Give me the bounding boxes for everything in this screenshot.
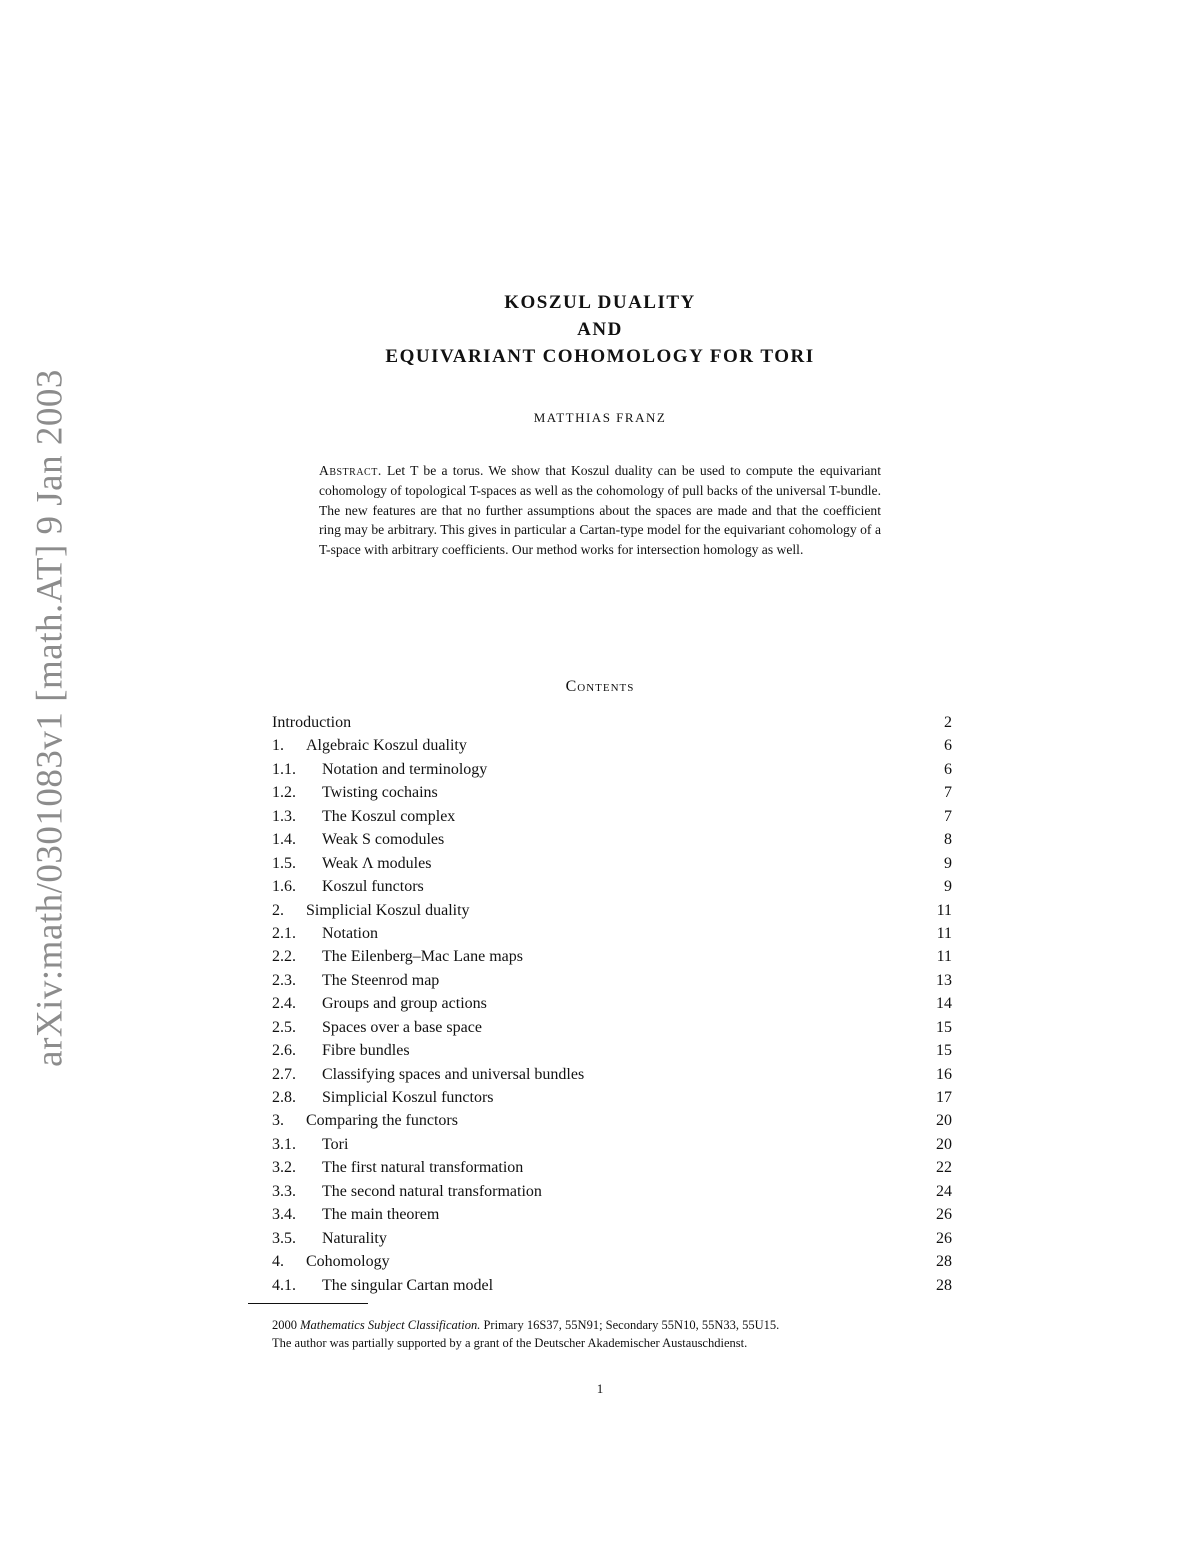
toc-entry-title: Weak S comodules — [322, 831, 445, 849]
toc-entry-title: Introduction — [272, 714, 352, 731]
toc-entry-title: The singular Cartan model — [322, 1276, 494, 1294]
footnotes — [248, 1316, 952, 1352]
toc-entry-page: 6 — [944, 737, 952, 755]
toc-entry-number: 3.1. — [272, 1135, 296, 1153]
toc-entry[interactable] — [272, 1203, 952, 1226]
toc-entry-title: The main theorem — [322, 1206, 440, 1224]
toc-entry-number: 1. — [272, 737, 284, 755]
toc-entry-page: 17 — [936, 1089, 952, 1106]
toc-entry-page: 13 — [936, 971, 952, 989]
toc-entry-title: Simplicial Koszul duality — [306, 901, 470, 919]
toc-entry[interactable] — [272, 1063, 952, 1086]
toc-entry[interactable] — [272, 711, 952, 734]
toc-entry-number: 4. — [272, 1253, 284, 1271]
toc-entry-number: 2. — [272, 901, 284, 919]
toc-entry-page: 11 — [936, 901, 952, 919]
toc-entry-number: 4.1. — [272, 1276, 296, 1294]
toc-entry[interactable] — [272, 945, 952, 968]
toc-entry-number: 1.6. — [272, 878, 296, 896]
toc-entry-number: 1.4. — [272, 831, 296, 849]
toc-entry-number: 2.4. — [272, 995, 296, 1013]
toc-entry-page: 16 — [936, 1065, 952, 1083]
toc-entry-number: 2.5. — [272, 1018, 296, 1036]
toc-entry-page: 8 — [944, 831, 952, 849]
toc-entry-title: Groups and group actions — [322, 995, 487, 1013]
toc-entry-page: 28 — [936, 1253, 952, 1271]
toc-entry-number: 3.4. — [272, 1206, 296, 1224]
toc-entry[interactable] — [272, 734, 952, 757]
abstract-label: Abstract. — [319, 463, 382, 478]
toc-entry-title: Notation — [322, 924, 378, 942]
toc-entry[interactable] — [272, 1133, 952, 1156]
toc-entry-title: Algebraic Koszul duality — [306, 737, 467, 755]
toc-entry-page: 14 — [936, 995, 952, 1013]
toc-entry-page: 9 — [944, 854, 952, 872]
toc-entry[interactable] — [272, 1274, 952, 1297]
toc-entry-page: 20 — [936, 1135, 952, 1153]
toc-entry-title: Tori — [322, 1135, 349, 1153]
toc-entry[interactable] — [272, 758, 952, 781]
toc-entry[interactable] — [272, 1086, 952, 1109]
toc-entry-title: Weak Λ modules — [322, 854, 432, 872]
abstract — [319, 461, 881, 560]
toc-entry-number: 3.3. — [272, 1182, 296, 1200]
toc-entry-page: 11 — [936, 924, 952, 942]
toc-entry-number: 2.2. — [272, 948, 296, 966]
toc-entry[interactable] — [272, 781, 952, 804]
toc-entry-page: 7 — [944, 784, 952, 802]
toc-entry-title: Simplicial Koszul functors — [322, 1089, 494, 1106]
toc-entry[interactable] — [272, 1227, 952, 1250]
toc-entry-page: 26 — [936, 1206, 952, 1224]
toc-entry-title: Fibre bundles — [322, 1042, 410, 1060]
toc-entry-title: Spaces over a base space — [322, 1018, 482, 1036]
toc-entry[interactable] — [272, 922, 952, 945]
toc-entry-number: 3. — [272, 1112, 284, 1130]
toc-entry-number: 3.2. — [272, 1159, 296, 1177]
title-line-1: KOSZUL DUALITY — [504, 292, 696, 313]
toc-entry-page: 24 — [936, 1182, 952, 1200]
page-number: 1 — [596, 1381, 604, 1396]
toc-entry-number: 2.7. — [272, 1065, 296, 1083]
toc-entry-page: 2 — [944, 714, 952, 731]
toc-entry[interactable] — [272, 828, 952, 851]
toc-entry-title: The Koszul complex — [322, 807, 456, 825]
toc-entry[interactable] — [272, 1180, 952, 1203]
toc-entry-page: 20 — [936, 1112, 952, 1130]
toc-entry-number: 2.3. — [272, 971, 296, 989]
toc-entry-title: Naturality — [322, 1229, 387, 1247]
toc-entry-number: 2.1. — [272, 924, 296, 942]
contents-heading: Contents — [565, 678, 635, 695]
toc-entry[interactable] — [272, 1109, 952, 1132]
toc-entry-title: The first natural transformation — [322, 1159, 524, 1177]
title-line-2: AND — [577, 319, 623, 340]
toc-entry-number: 1.2. — [272, 784, 296, 802]
footnote-divider — [248, 1303, 368, 1304]
table-of-contents — [272, 711, 952, 1297]
title-line-3: EQUIVARIANT COHOMOLOGY FOR TORI — [385, 346, 815, 367]
toc-entry-page: 28 — [936, 1276, 952, 1294]
toc-entry-page: 22 — [936, 1159, 952, 1177]
toc-entry[interactable] — [272, 1250, 952, 1273]
toc-entry-title: The Steenrod map — [322, 971, 440, 989]
toc-entry-title: The Eilenberg–Mac Lane maps — [322, 948, 523, 966]
author-name: MATTHIAS FRANZ — [533, 410, 667, 425]
toc-entry-number: 3.5. — [272, 1229, 296, 1247]
toc-entry-title: Comparing the functors — [306, 1112, 458, 1130]
toc-entry-page: 9 — [944, 878, 952, 896]
toc-entry[interactable] — [272, 1156, 952, 1179]
toc-entry[interactable] — [272, 875, 952, 898]
classification-year: 2000 — [272, 1318, 297, 1332]
toc-entry-page: 15 — [936, 1042, 952, 1060]
abstract-text: Let T be a torus. We show that Koszul duality can be used to compute the equivariant cohomology of topological T-spaces as well as the cohomology of pull backs of the universal T-bundle. The new features are that no further assumptions about the spaces are made and that the coefficient ring may be arbitrary. This gives in particular a Cartan-type model for the equivariant cohomology of a T-space with arbitrary coefficients. Our method works for intersection homology as well. — [319, 463, 881, 558]
arxiv-identifier-stamp: arXiv:math/0301083v1 [math.AT] 9 Jan 2003 — [29, 369, 71, 1067]
toc-entry[interactable] — [272, 969, 952, 992]
toc-entry[interactable] — [272, 1039, 952, 1062]
toc-entry-page: 26 — [936, 1229, 952, 1247]
toc-entry-number: 2.8. — [272, 1089, 296, 1106]
toc-entry[interactable] — [272, 805, 952, 828]
support-footnote: The author was partially supported by a grant of the Deutscher Akademischer Austauschdienst. — [272, 1336, 748, 1350]
toc-entry[interactable] — [272, 992, 952, 1015]
toc-entry-title: Twisting cochains — [322, 784, 438, 802]
toc-entry-number: 1.5. — [272, 854, 296, 872]
classification-codes: Primary 16S37, 55N91; Secondary 55N10, 55N33, 55U15. — [483, 1318, 780, 1332]
toc-entry-title: Koszul functors — [322, 878, 424, 896]
classification-footnote — [248, 1316, 952, 1334]
toc-entry[interactable] — [272, 899, 952, 922]
toc-entry-title: The second natural transformation — [322, 1182, 542, 1200]
toc-entry-page: 15 — [936, 1018, 952, 1036]
toc-entry[interactable] — [272, 852, 952, 875]
toc-entry-page: 7 — [944, 807, 952, 825]
toc-entry[interactable] — [272, 1016, 952, 1039]
classification-label: Mathematics Subject Classification. — [300, 1318, 481, 1332]
toc-entry-page: 6 — [944, 760, 952, 778]
paper-title — [0, 289, 1200, 370]
toc-entry-title: Cohomology — [306, 1253, 390, 1271]
toc-entry-title: Notation and terminology — [322, 760, 488, 778]
toc-entry-number: 1.1. — [272, 760, 296, 778]
toc-entry-page: 11 — [936, 948, 952, 966]
toc-entry-number: 1.3. — [272, 807, 296, 825]
toc-entry-number: 2.6. — [272, 1042, 296, 1060]
toc-entry-title: Classifying spaces and universal bundles — [322, 1065, 585, 1083]
